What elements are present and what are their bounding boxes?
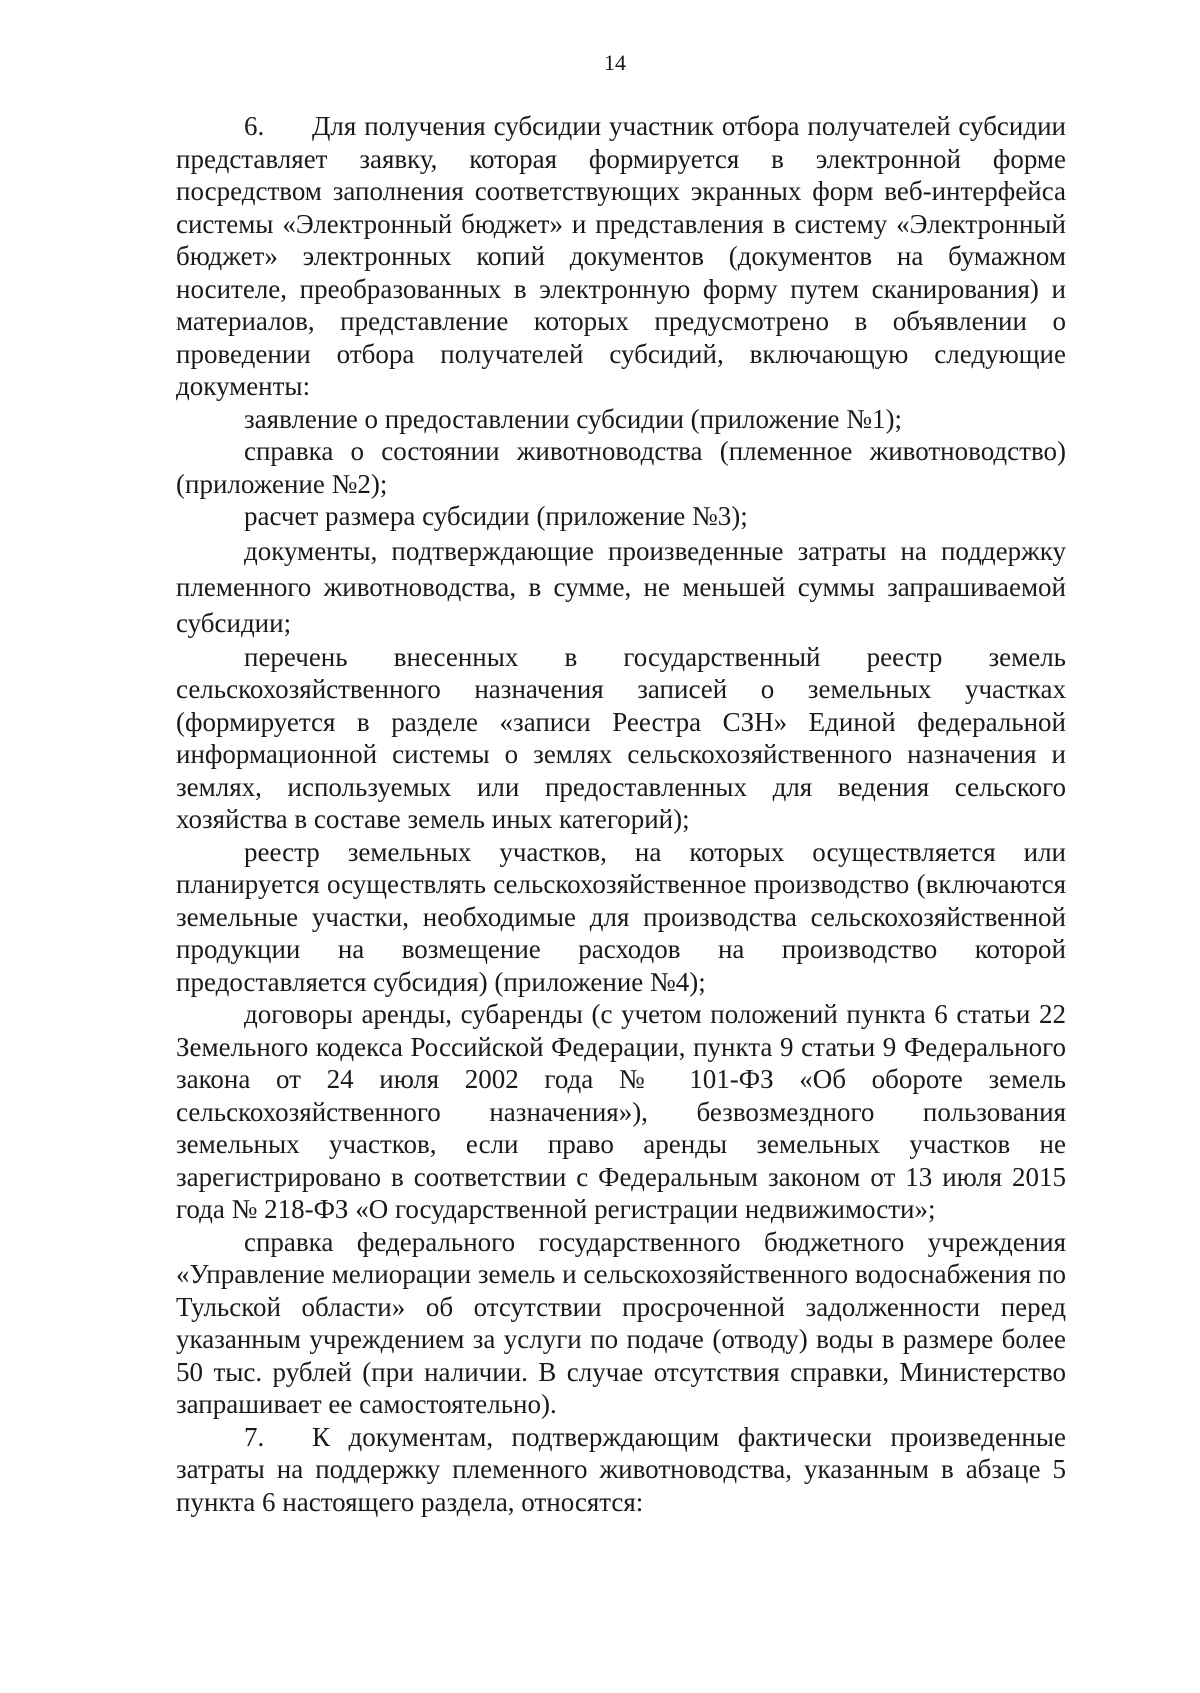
paragraph-text: документы, подтверждающие произведенные затраты на поддержку племенного животноводства, в сумме, не меньшей суммы запрашиваемой субсидии;: [176, 535, 1066, 638]
document-body: [176, 110, 1066, 1518]
paragraph-text: реестр земельных участков, на которых осуществляется или планируется осуществлять сельскохозяйственное производство (включаются земельные участки, необходимые для производства сельскохозяйственной продукции на возмещение расходов на производство которой предоставляется субсидия) (приложение №4);: [176, 836, 1066, 997]
paragraph-item-6: [176, 110, 1066, 403]
paragraph-text: перечень внесенных в государственный реестр земель сельскохозяйственного назначения записей о земельных участках (формируется в разделе «записи Реестра СЗН» Единой федеральной информационной системы о землях сельскохозяйственного назначения и землях, используемых или предоставленных для ведения сельского хозяйства в составе земель иных категорий);: [176, 641, 1066, 834]
page-number: 14: [604, 50, 626, 75]
list-item-application: [176, 403, 1066, 436]
paragraph-text: договоры аренды, субаренды (с учетом положений пункта 6 статьи 22 Земельного кодекса Российской Федерации, пункта 9 статьи 9 Федерального закона от 24 июля 2002 года № 101-ФЗ «Об обороте земель сельскохозяйственного назначения»), безвозмездного пользования земельных участков, если право аренды земельных участков не зарегистрировано в соответствии с Федеральным законом от 13 июля 2015 года № 218-ФЗ «О государственной регистрации недвижимости»;: [176, 999, 1066, 1224]
list-item-lease-agreements: [176, 998, 1066, 1226]
list-item-livestock-certificate: [176, 435, 1066, 500]
item-number: 6.: [244, 111, 265, 141]
list-item-expense-documents: [176, 533, 1066, 641]
paragraph-text: справка о состоянии животноводства (племенное животноводство) (приложение №2);: [176, 436, 1066, 499]
paragraph-text: справка федерального государственного бюджетного учреждения «Управление мелиорации земель и сельскохозяйственного водоснабжения по Тульской области» об отсутствии просроченной задолженности перед указанным учреждением за услуги по подаче (отводу) воды в размере более 50 тыс. рублей (при наличии. В случае отсутствия справки, Министерство запрашивает ее самостоятельно).: [176, 1226, 1066, 1419]
paragraph-item-7: [176, 1421, 1066, 1519]
list-item-land-register-records: [176, 641, 1066, 836]
paragraph-text: Для получения субсидии участник отбора получателей субсидии представляет заявку, которая формируется в электронной форме посредством заполнения соответствующих экранных форм веб-интерфейса системы «Электронный бюджет» и представления в систему «Электронный бюджет» электронных копий документов (документов на бумажном носителе, преобразованных в электронную форму путем сканирования) и материалов, представление которых предусмотрено в объявлении о проведении отбора получателей субсидий, включающую следующие документы:: [176, 111, 1066, 401]
paragraph-text: расчет размера субсидии (приложение №3);: [244, 501, 748, 531]
list-item-land-plot-register: [176, 836, 1066, 999]
item-number: 7.: [244, 1421, 265, 1452]
list-item-melioration-certificate: [176, 1226, 1066, 1421]
paragraph-text: К документам, подтверждающим фактически произведенные затраты на поддержку племенного животноводства, указанным в абзаце 5 пункта 6 настоящего раздела, относятся:: [176, 1421, 1066, 1517]
list-item-subsidy-calculation: [176, 500, 1066, 533]
paragraph-text: заявление о предоставлении субсидии (приложение №1);: [244, 403, 903, 434]
